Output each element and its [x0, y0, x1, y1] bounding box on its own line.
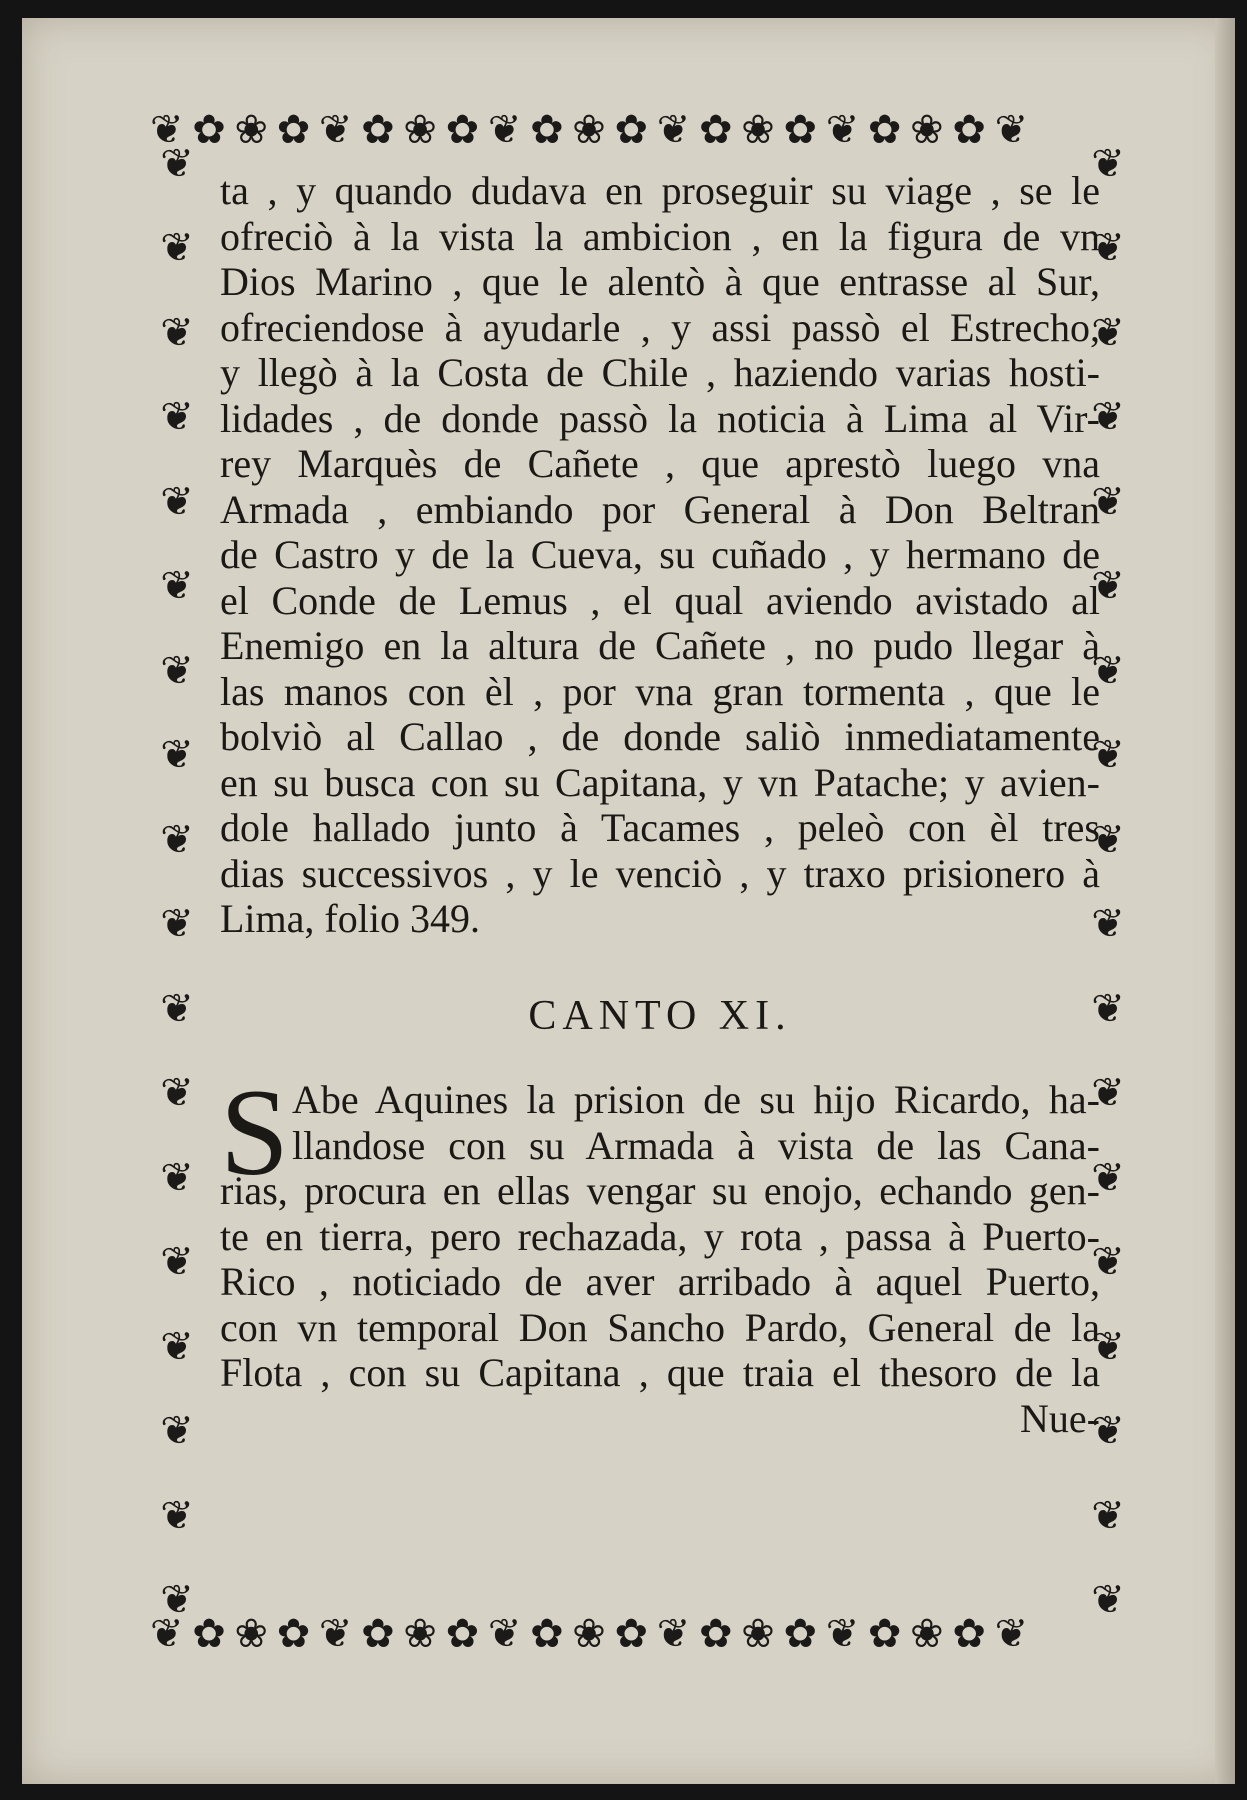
text-line: bolviò al Callao , de donde saliò inmediatamente: [220, 714, 1100, 759]
text-line: rey Marquès de Cañete , que aprestò luego vna: [220, 441, 1100, 486]
text-line: con vn temporal Don Sancho Pardo, General de la: [220, 1304, 1100, 1350]
drop-cap: S: [220, 1064, 289, 1201]
text-line: de Castro y de la Cueva, su cuñado , y hermano de: [220, 532, 1100, 577]
ornament-fleuron: ❦: [160, 1239, 194, 1286]
text-line: lidades , de donde passò la noticia à Lima al Vir-: [220, 395, 1100, 441]
text-line: Dios Marino , que le alentò à que entrasse al Sur,: [220, 259, 1100, 304]
ornament-fleuron: ❦: [160, 732, 194, 779]
text-line: Lima, folio 349.: [220, 896, 480, 941]
ornament-fleuron: ❦: [1091, 394, 1125, 441]
ornament-fleuron: ❦: [160, 1070, 194, 1117]
text-line: Flota , con su Capitana , que traia el thesoro de la: [220, 1350, 1100, 1395]
ornament-fleuron: ❦: [160, 1492, 194, 1539]
ornament-fleuron: ❦: [1091, 225, 1125, 272]
text-line: las manos con èl , por vna gran tormenta , que le: [220, 668, 1100, 714]
ornament-fleuron: ❦: [160, 309, 194, 356]
text-line: el Conde de Lemus , el qual aviendo avistado al: [220, 577, 1100, 623]
paragraph-1: [220, 168, 1100, 942]
ornament-fleuron: ❦: [160, 1576, 194, 1620]
catchword: Nue-: [1020, 1395, 1100, 1441]
text-line: rias, procura en ellas vengar su enojo, echando gen-: [220, 1168, 1100, 1213]
text-line: ofreciò à la vista la ambicion , en la figura de vn: [220, 213, 1100, 259]
canto-heading: CANTO XI.: [528, 992, 792, 1039]
ornament-fleuron: ❦: [160, 647, 194, 694]
ornament-fleuron: ❦: [160, 478, 194, 525]
ornament-fleuron: ❦: [1091, 309, 1125, 356]
ornament-fleuron: ❦: [1091, 901, 1125, 948]
ornament-fleuron: ❦: [160, 563, 194, 610]
border-bottom: ❦ ✿ ❀ ✿ ❦ ✿ ❀ ✿ ❦ ✿ ❀ ✿ ❦ ✿ ❀ ✿ ❦ ✿ ❀ ✿ ❦: [150, 1611, 1027, 1657]
ornament-fleuron: ❦: [1091, 1408, 1125, 1455]
ornament-fleuron: ❦: [160, 1323, 194, 1370]
text-line: ofreciendose à ayudarle , y assi passò el Estrecho,: [220, 304, 1100, 350]
ornament-fleuron: ❦: [1091, 478, 1125, 525]
ornament-fleuron: ❦: [160, 901, 194, 948]
ornament-fleuron: ❦: [160, 144, 194, 187]
text-line: Armada , embiando por General à Don Beltran: [220, 486, 1100, 532]
page-edge: [1215, 18, 1235, 1784]
ornament-fleuron: ❦: [1091, 732, 1125, 779]
ornament-fleuron: ❦: [1091, 144, 1125, 187]
ornament-fleuron: ❦: [160, 1408, 194, 1455]
border-left: [150, 144, 204, 1620]
ornament-fleuron: ❦: [1091, 1576, 1125, 1620]
text-line: te en tierra, pero rechazada, y rota , passa à Puerto-: [220, 1213, 1100, 1259]
text-line: en su busca con su Capitana, y vn Patache; y avien-: [220, 759, 1100, 805]
paragraph-2: [220, 1064, 1100, 1396]
text-line: llandose con su Armada à vista de las Cana-: [292, 1122, 1100, 1168]
ornament-fleuron: ❦: [1091, 1239, 1125, 1286]
border-top: ❦ ✿ ❀ ✿ ❦ ✿ ❀ ✿ ❦ ✿ ❀ ✿ ❦ ✿ ❀ ✿ ❦ ✿ ❀ ✿ ❦: [150, 107, 1027, 153]
ornament-fleuron: ❦: [160, 394, 194, 441]
text-line: y llegò à la Costa de Chile , haziendo varias hosti-: [220, 350, 1100, 395]
ornament-fleuron: ❦: [1091, 1154, 1125, 1201]
ornament-fleuron: ❦: [1091, 816, 1125, 863]
text-line: Abe Aquines la prision de su hijo Ricardo, ha-: [292, 1077, 1100, 1122]
text-line: Enemigo en la altura de Cañete , no pudo llegar à: [220, 623, 1100, 668]
ornament-fleuron: ❦: [1091, 563, 1125, 610]
ornament-fleuron: ❦: [160, 985, 194, 1032]
ornament-fleuron: ❦: [160, 816, 194, 863]
ornament-fleuron: ❦: [1091, 985, 1125, 1032]
text-line: ta , y quando dudava en proseguir su viage , se le: [220, 168, 1100, 213]
ornament-fleuron: ❦: [1091, 1070, 1125, 1117]
ornament-fleuron: ❦: [1091, 1492, 1125, 1539]
page-text: [220, 168, 1100, 1441]
ornament-fleuron: ❦: [160, 225, 194, 272]
text-line: dias successivos , y le venciò , y traxo prisionero à: [220, 850, 1100, 896]
text-line: dole hallado junto à Tacames , peleò con èl tres: [220, 805, 1100, 850]
text-line: Rico , noticiado de aver arribado à aquel Puerto,: [220, 1259, 1100, 1304]
ornament-fleuron: ❦: [1091, 1323, 1125, 1370]
ornament-fleuron: ❦: [160, 1154, 194, 1201]
ornament-fleuron: ❦: [1091, 647, 1125, 694]
